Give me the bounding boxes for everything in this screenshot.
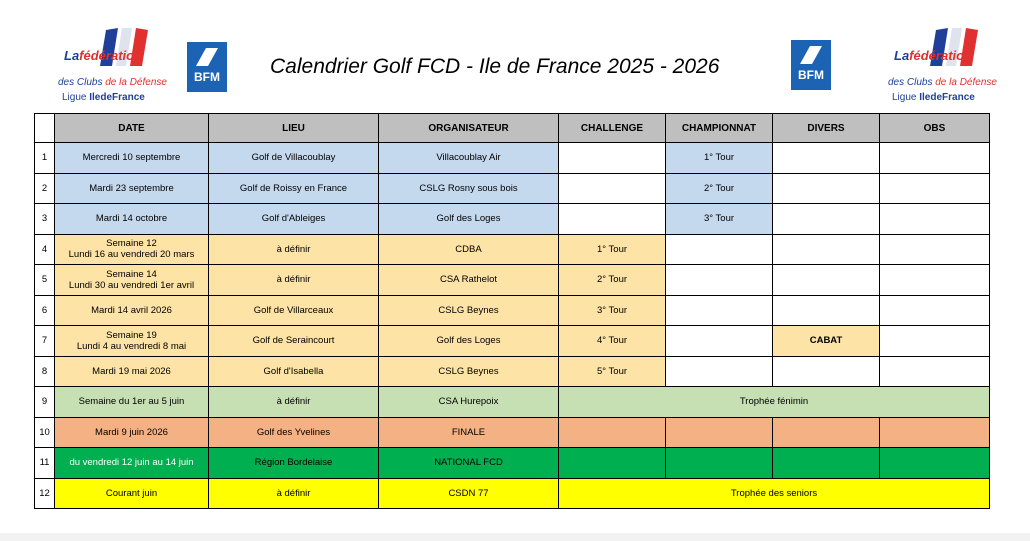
cell-championnat bbox=[666, 295, 773, 326]
cell-divers bbox=[773, 417, 880, 448]
logo-text-la: La bbox=[64, 48, 80, 63]
cell-organisateur: CSLG Beynes bbox=[379, 295, 559, 326]
bfm-logo-left bbox=[187, 42, 227, 92]
cell-divers bbox=[773, 356, 880, 387]
cell-event-merged: Trophée fénimin bbox=[559, 387, 990, 418]
cell-challenge bbox=[559, 417, 666, 448]
cell-date: Mercredi 10 septembre bbox=[55, 143, 209, 174]
row-number: 8 bbox=[35, 356, 55, 387]
table-row bbox=[35, 448, 990, 479]
cell-lieu: Golf d'Ableiges bbox=[209, 204, 379, 235]
cell-challenge: 1° Tour bbox=[559, 234, 666, 265]
cell-championnat bbox=[666, 234, 773, 265]
cell-lieu: à définir bbox=[209, 478, 379, 509]
cell-date: Semaine du 1er au 5 juin bbox=[55, 387, 209, 418]
logo-text-la: La bbox=[894, 48, 910, 63]
page-bottom-strip bbox=[0, 533, 1030, 541]
header-lieu: LIEU bbox=[209, 114, 379, 143]
cell-lieu: Golf des Yvelines bbox=[209, 417, 379, 448]
cell-obs bbox=[880, 143, 990, 174]
logo-text-ligue: Ligue bbox=[62, 92, 90, 103]
header-championnat: CHAMPIONNAT bbox=[666, 114, 773, 143]
cell-challenge: 2° Tour bbox=[559, 265, 666, 296]
row-number: 5 bbox=[35, 265, 55, 296]
cell-obs bbox=[880, 173, 990, 204]
table-row bbox=[35, 173, 990, 204]
cell-organisateur: Villacoublay Air bbox=[379, 143, 559, 174]
cell-obs bbox=[880, 295, 990, 326]
cell-organisateur: Golf des Loges bbox=[379, 204, 559, 235]
table-row bbox=[35, 387, 990, 418]
row-number: 2 bbox=[35, 173, 55, 204]
cell-organisateur: CSLG Beynes bbox=[379, 356, 559, 387]
cell-organisateur: CSA Hurepoix bbox=[379, 387, 559, 418]
cell-date-range: Lundi 30 au vendredi 1er avril bbox=[68, 279, 195, 291]
cell-lieu: Golf de Villacoublay bbox=[209, 143, 379, 174]
cell-obs bbox=[880, 448, 990, 479]
table-row bbox=[35, 417, 990, 448]
cell-challenge bbox=[559, 448, 666, 479]
table-row bbox=[35, 326, 990, 357]
row-number: 12 bbox=[35, 478, 55, 509]
cell-organisateur: NATIONAL FCD bbox=[379, 448, 559, 479]
cell-divers bbox=[773, 143, 880, 174]
bfm-logo-right bbox=[791, 40, 831, 90]
logo-text-defense: de la Défense bbox=[105, 77, 167, 88]
cell-championnat: 2° Tour bbox=[666, 173, 773, 204]
cell-lieu: Golf de Roissy en France bbox=[209, 173, 379, 204]
cell-challenge bbox=[559, 204, 666, 235]
cell-organisateur: CSA Rathelot bbox=[379, 265, 559, 296]
header-challenge: CHALLENGE bbox=[559, 114, 666, 143]
cell-championnat: 3° Tour bbox=[666, 204, 773, 235]
federation-logo-left bbox=[52, 26, 167, 110]
cell-championnat: 1° Tour bbox=[666, 143, 773, 174]
row-number: 10 bbox=[35, 417, 55, 448]
cell-divers bbox=[773, 295, 880, 326]
cell-organisateur: Golf des Loges bbox=[379, 326, 559, 357]
cell-organisateur: CSDN 77 bbox=[379, 478, 559, 509]
logo-text-clubs: des Clubs bbox=[58, 77, 103, 88]
table-header-row bbox=[35, 114, 990, 143]
cell-lieu: à définir bbox=[209, 387, 379, 418]
logo-text-defense: de la Défense bbox=[935, 77, 997, 88]
cell-obs bbox=[880, 417, 990, 448]
bfm-logo-text: BFM bbox=[194, 70, 220, 84]
table-row bbox=[35, 265, 990, 296]
table-row bbox=[35, 143, 990, 174]
cell-divers bbox=[773, 234, 880, 265]
logo-text-federation: fédération bbox=[909, 48, 973, 63]
cell-lieu: Golf de Villarceaux bbox=[209, 295, 379, 326]
header-obs: OBS bbox=[880, 114, 990, 143]
logo-text-federation: fédération bbox=[79, 48, 143, 63]
cell-date-week: Semaine 19 bbox=[106, 329, 157, 341]
cell-obs bbox=[880, 356, 990, 387]
cell-date: Mardi 14 octobre bbox=[55, 204, 209, 235]
header-divers: DIVERS bbox=[773, 114, 880, 143]
bfm-logo-text: BFM bbox=[798, 68, 824, 82]
cell-date: Mardi 14 avril 2026 bbox=[55, 295, 209, 326]
cell-championnat bbox=[666, 326, 773, 357]
cell-lieu: Région Bordelaise bbox=[209, 448, 379, 479]
cell-organisateur: CDBA bbox=[379, 234, 559, 265]
table-row bbox=[35, 204, 990, 235]
cell-challenge: 5° Tour bbox=[559, 356, 666, 387]
bfm-swoosh-icon bbox=[798, 44, 824, 66]
header-num bbox=[35, 114, 55, 143]
header-organisateur: ORGANISATEUR bbox=[379, 114, 559, 143]
cell-date: Mardi 9 juin 2026 bbox=[55, 417, 209, 448]
cell-divers bbox=[773, 265, 880, 296]
cell-date-week: Semaine 14 bbox=[106, 268, 157, 280]
cell-championnat bbox=[666, 448, 773, 479]
page-title: Calendrier Golf FCD - Ile de France 2025 - 2026 bbox=[270, 55, 720, 78]
row-number: 6 bbox=[35, 295, 55, 326]
row-number: 11 bbox=[35, 448, 55, 479]
row-number: 4 bbox=[35, 234, 55, 265]
table-row bbox=[35, 295, 990, 326]
cell-championnat bbox=[666, 356, 773, 387]
logo-text-clubs: des Clubs bbox=[888, 77, 933, 88]
cell-championnat bbox=[666, 417, 773, 448]
cell-challenge bbox=[559, 173, 666, 204]
cell-championnat bbox=[666, 265, 773, 296]
row-number: 9 bbox=[35, 387, 55, 418]
logo-text-idf: IledeFrance bbox=[89, 92, 145, 103]
cell-date: Mardi 23 septembre bbox=[55, 173, 209, 204]
cell-date bbox=[55, 234, 209, 265]
cell-obs bbox=[880, 204, 990, 235]
bfm-swoosh-icon bbox=[194, 46, 220, 68]
cell-lieu: Golf de Seraincourt bbox=[209, 326, 379, 357]
cell-date-range: Lundi 4 au vendredi 8 mai bbox=[76, 340, 187, 352]
cell-challenge bbox=[559, 143, 666, 174]
row-number: 1 bbox=[35, 143, 55, 174]
cell-divers bbox=[773, 173, 880, 204]
cell-lieu: Golf d'Isabella bbox=[209, 356, 379, 387]
cell-date bbox=[55, 326, 209, 357]
cell-date: du vendredi 12 juin au 14 juin bbox=[55, 448, 209, 479]
cell-date-range: Lundi 16 au vendredi 20 mars bbox=[68, 249, 195, 261]
cell-obs bbox=[880, 234, 990, 265]
cell-divers bbox=[773, 448, 880, 479]
table-row bbox=[35, 356, 990, 387]
cell-date: Courant juin bbox=[55, 478, 209, 509]
cell-challenge: 3° Tour bbox=[559, 295, 666, 326]
row-number: 3 bbox=[35, 204, 55, 235]
cell-organisateur: CSLG Rosny sous bois bbox=[379, 173, 559, 204]
cell-lieu: à définir bbox=[209, 265, 379, 296]
header-date: DATE bbox=[55, 114, 209, 143]
logo-text-idf: IledeFrance bbox=[919, 92, 975, 103]
federation-logo-right bbox=[882, 26, 997, 110]
cell-date: Mardi 19 mai 2026 bbox=[55, 356, 209, 387]
table-row bbox=[35, 478, 990, 509]
cell-event-merged: Trophée des seniors bbox=[559, 478, 990, 509]
logo-text-ligue: Ligue bbox=[892, 92, 920, 103]
cell-divers: CABAT bbox=[773, 326, 880, 357]
cell-divers bbox=[773, 204, 880, 235]
calendar-table bbox=[34, 113, 990, 509]
cell-obs bbox=[880, 326, 990, 357]
table-row bbox=[35, 234, 990, 265]
cell-obs bbox=[880, 265, 990, 296]
row-number: 7 bbox=[35, 326, 55, 357]
cell-organisateur: FINALE bbox=[379, 417, 559, 448]
cell-challenge: 4° Tour bbox=[559, 326, 666, 357]
cell-date bbox=[55, 265, 209, 296]
cell-lieu: à définir bbox=[209, 234, 379, 265]
cell-date-week: Semaine 12 bbox=[106, 238, 157, 250]
